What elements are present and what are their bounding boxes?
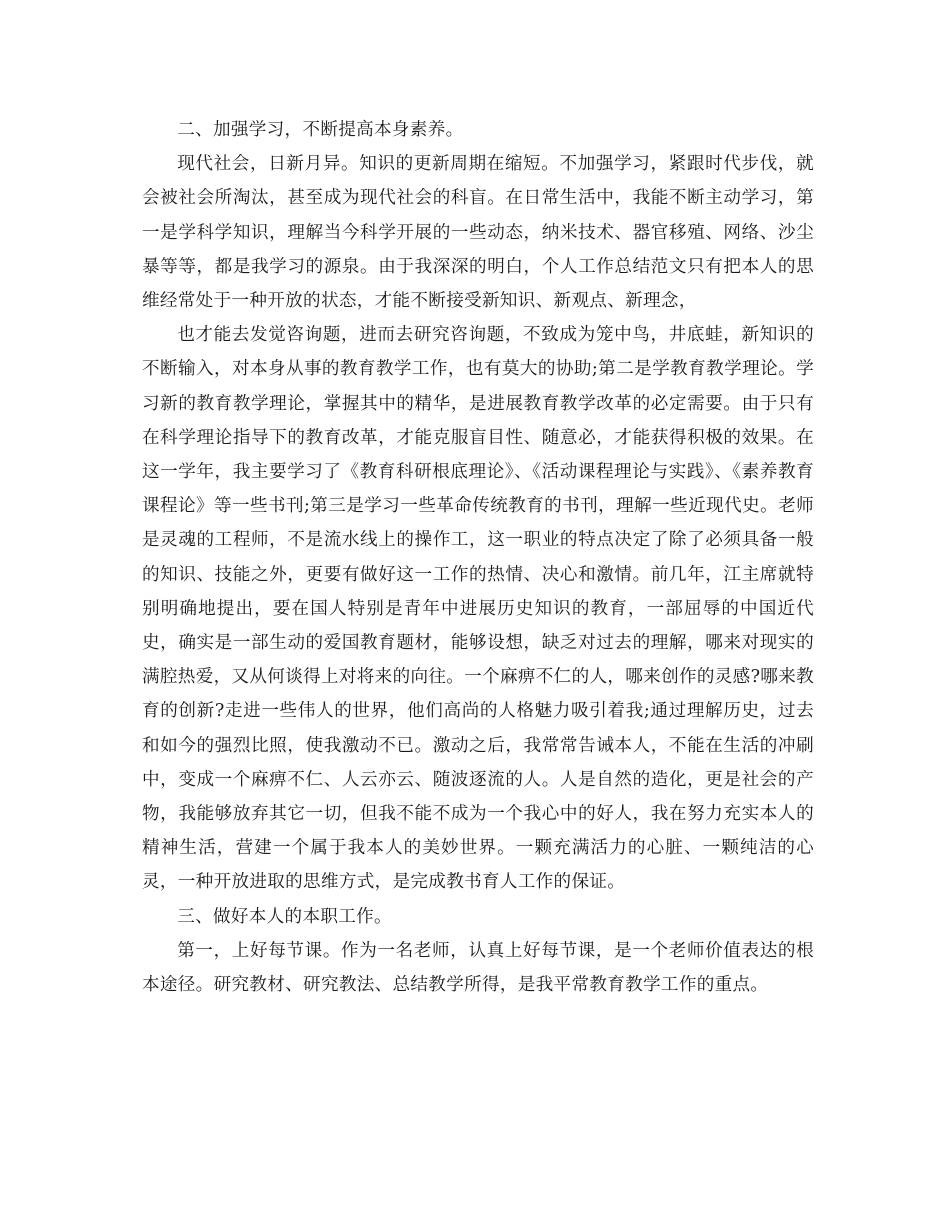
paragraph-each-lesson: 第一，上好每节课。作为一名老师，认真上好每节课，是一个老师价值表达的根本途径。研究教材、研究教法、总结教学所得，是我平常教育教学工作的重点。 (142, 940, 814, 996)
paragraph-modern-society: 现代社会，日新月异。知识的更新周期在缩短。不加强学习，紧跟时代步伐，就会被社会所淘汰，甚至成为现代社会的科盲。在日常生活中，我能不断主动学习，第一是学科学知识，理解当今科学开展的一些动态，纳米技术、器官移殖、网络、沙尘暴等等，都是我学习的源泉。由于我深深的明白，个人工作总结范文只有把本人的思维经常处于一种开放的状态，才能不断接受新知识、新观点、新理念， (142, 154, 814, 312)
document-page (142, 113, 814, 1002)
section-heading-study: 二、加强学习，不断提高本身素养。 (177, 120, 464, 140)
section-heading-duties: 三、做好本人的本职工作。 (177, 906, 392, 927)
paragraph-learning-theory: 也才能去发觉咨询题，进而去研究咨询题，不致成为笼中鸟，井底蛙，新知识的不断输入，对本身从事的教育教学工作，也有莫大的协助;第二是学教育教学理论。学习新的教育教学理论，掌握其中的精华，是进展教育教学改革的必定需要。由于只有在科学理论指导下的教育改革，才能克服盲目性、随意必，才能获得积极的效果。在这一学年，我主要学习了《教育科研根底理论》、《活动课程理论与实践》、《素养教育课程论》等一些书刊;第三是学习一些革命传统教育的书刊，理解一些近现代史。老师是灵魂的工程师，不是流水线上的操作工，这一职业的特点决定了除了必须具备一般的知识、技能之外，更要有做好这一工作的热情、决心和激情。前几年，江主席就特别明确地提出，要在国人特别是青年中进展历史知识的教育，一部屈辱的中国近代史，确实是一部生动的爱国教育题材，能够设想，缺乏对过去的理解，哪来对现实的满腔热爱，又从何谈得上对将来的向往。一个麻痹不仁的人，哪来创作的灵感?哪来教育的创新?走进一些伟人的世界，他们高尚的人格魅力吸引着我;通过理解历史，过去和如今的强烈比照，使我激动不已。激动之后，我常常告诫本人，不能在生活的冲刷中，变成一个麻痹不仁、人云亦云、随波逐流的人。人是自然的造化，更是社会的产物，我能够放弃其它一切，但我不能不成为一个我心中的好人，我在努力充实本人的精神生活，营建一个属于我本人的美妙世界。一颗充满活力的心脏、一颗纯洁的心灵，一种开放进取的思维方式，是完成教书育人工作的保证。 (142, 325, 814, 893)
